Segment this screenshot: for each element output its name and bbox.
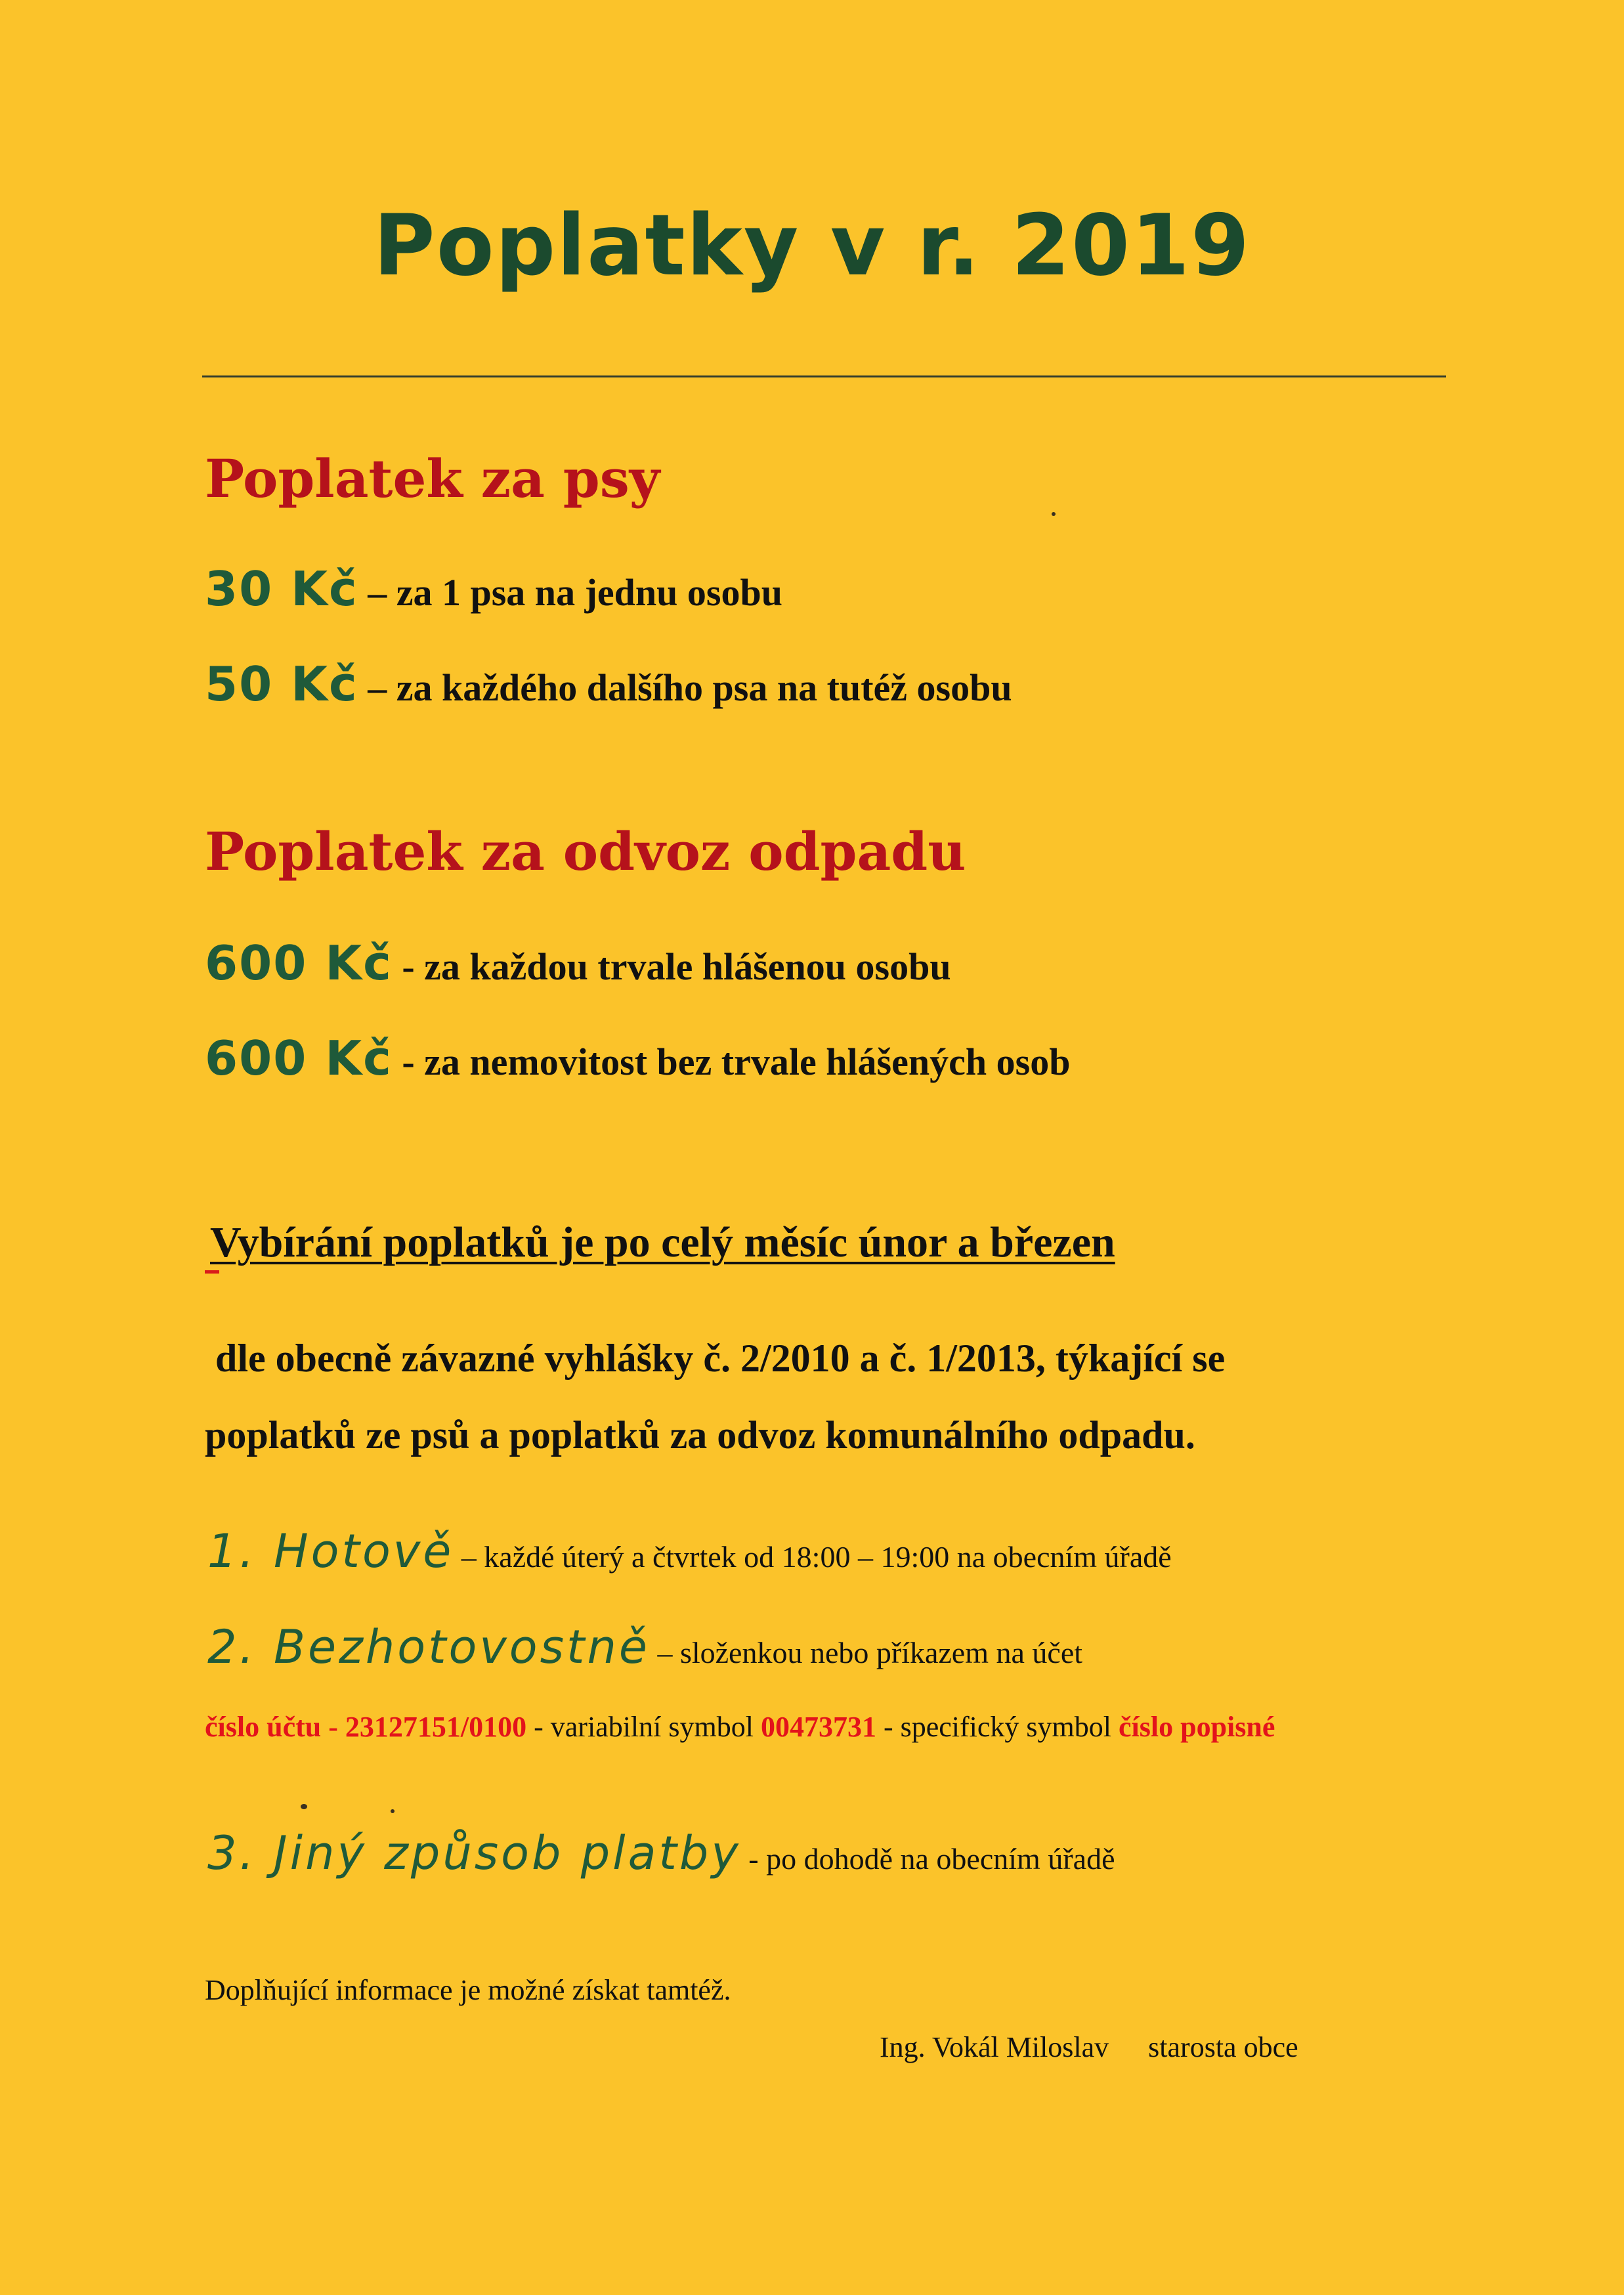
specific-symbol-value: číslo popisné [1119,1711,1275,1743]
method-description: – každé úterý a čtvrtek od 18:00 – 19:00 na obecním úřadě [454,1540,1172,1574]
method-label: 3. Jiný způsob platby [207,1826,741,1880]
fee-description: – za každého dalšího psa na tutéž osobu [358,666,1012,709]
dog-fee-row-2 [205,656,1012,712]
scan-speck [1052,512,1056,516]
bank-account-details [205,1710,1275,1744]
waste-fee-heading: Poplatek za odvoz odpadu [205,821,966,882]
dog-fee-heading: Poplatek za psy [205,448,660,509]
signatory-role: starosta obce [1148,2031,1298,2063]
payment-method-cashless [207,1620,1082,1674]
fee-description: - za každou trvale hlášenou osobu [392,945,951,988]
signatory-name: Ing. Vokál Miloslav [880,2031,1109,2063]
title-divider [202,375,1446,377]
fee-amount: 30 Kč [205,561,358,616]
collection-notice: Vybírání poplatků je po celý měsíc únor a březen [210,1218,1115,1266]
waste-fee-row-1 [205,935,951,991]
scan-speck [301,1804,307,1809]
footer-note: Doplňující informace je možné získat tamtéž. [205,1974,731,2006]
waste-fee-row-2 [205,1031,1070,1086]
variable-symbol-label: - variabilní symbol [526,1711,761,1743]
scan-speck [391,1809,395,1813]
fee-description: – za 1 psa na jednu osobu [358,571,782,614]
regulation-line-1: dle obecně závazné vyhlášky č. 2/2010 a č. 1/2013, týkající se [215,1337,1226,1380]
account-number: číslo účtu - 23127151/0100 [205,1711,527,1743]
fee-amount: 600 Kč [205,1031,393,1086]
method-label: 1. Hotově [207,1524,454,1578]
fee-description: - za nemovitost bez trvale hlášených osob [392,1040,1071,1083]
payment-method-other [207,1826,1115,1880]
fee-amount: 50 Kč [205,656,358,712]
variable-symbol-value: 00473731 [760,1711,876,1743]
method-label: 2. Bezhotovostně [207,1620,650,1674]
specific-symbol-label: - specifický symbol [876,1711,1119,1743]
method-description: - po dohodě na obecním úřadě [740,1842,1115,1876]
signature-block [880,2030,1298,2064]
page-title: Poplatky v r. 2019 [373,197,1251,295]
method-description: – složenkou nebo příkazem na účet [649,1636,1083,1669]
regulation-line-2: poplatků ze psů a poplatků za odvoz komunálního odpadu. [205,1413,1195,1457]
red-underline-mark [205,1270,219,1274]
dog-fee-row-1 [205,561,782,616]
fee-amount: 600 Kč [205,935,393,991]
payment-method-cash [207,1524,1172,1578]
